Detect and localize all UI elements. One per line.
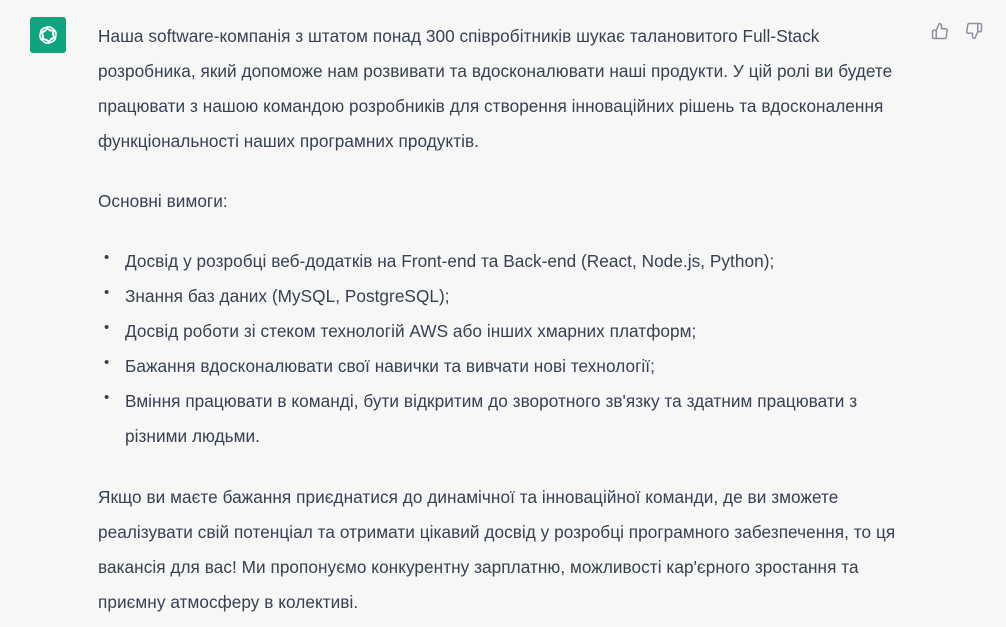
closing-paragraph: Якщо ви маєте бажання приєднатися до динамічної та інноваційної команди, де ви зможете реалізувати свій потенціал та отримати цікавий досвід у розробці програмного забезпечення, то ця вакансія для вас! Ми пропонуємо конкурентну зарплатню, можливості кар'єрного зростання та приємну атмосферу в колективі. [98, 487, 896, 612]
openai-logo-icon [36, 23, 60, 47]
intro-paragraph: Наша software-компанія з штатом понад 300 співробітників шукає талановитого Full-Stack розробника, який допоможе нам розвивати та вдосконалювати наші продукти. У цій ролі ви будете працювати з нашою командою розробників для створення інноваційних рішень та вдосконалення функціональності наших програмних продуктів. [98, 26, 893, 151]
requirements-list [98, 244, 908, 454]
feedback-buttons [930, 21, 984, 41]
assistant-message [98, 19, 908, 620]
list-item: • Вміння працювати в команді, бути відкритим до зворотного зв'язку та здатним працювати з різними людьми. [125, 384, 908, 454]
list-item: • Бажання вдосконалювати свої навички та вивчати нові технології; [125, 349, 908, 384]
thumbs-down-icon [965, 22, 983, 40]
requirements-heading: Основні вимоги: [98, 191, 228, 211]
list-item: • Знання баз даних (MySQL, PostgreSQL); [125, 279, 908, 314]
dislike-button[interactable] [964, 21, 984, 41]
like-button[interactable] [930, 21, 950, 41]
list-item: • Досвід роботи зі стеком технологій AWS або інших хмарних платформ; [125, 314, 908, 349]
thumbs-up-icon [931, 22, 949, 40]
list-item: • Досвід у розробці веб-додатків на Front-end та Back-end (React, Node.js, Python); [125, 244, 908, 279]
assistant-avatar [30, 17, 66, 53]
